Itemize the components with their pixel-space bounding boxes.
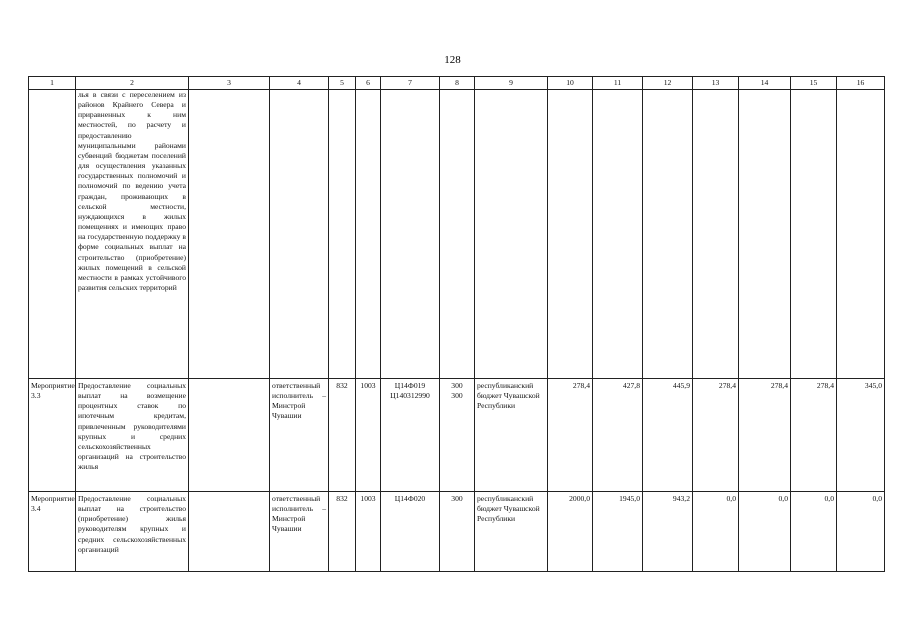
expense-type-code: 300 300 xyxy=(440,379,475,492)
table-cell xyxy=(837,90,885,379)
table-cell xyxy=(189,379,270,492)
table-cell xyxy=(356,90,381,379)
amount-cell: 0,0 xyxy=(837,492,885,572)
amount-cell: 427,8 xyxy=(593,379,643,492)
amount-cell: 278,4 xyxy=(791,379,837,492)
grbs-code: 832 xyxy=(329,379,356,492)
measure-description: Предоставление социальных выплат на строительство (приобретение) жилья руководителям крупных и средних сельскохозяйственных организаций xyxy=(76,492,189,572)
section-code: 1003 xyxy=(356,492,381,572)
table-cell xyxy=(693,90,739,379)
table-row xyxy=(29,492,885,572)
header-cell: 11 xyxy=(593,77,643,90)
measure-label: Мероприятие 3.4 xyxy=(29,492,76,572)
header-cell: 6 xyxy=(356,77,381,90)
table-cell xyxy=(189,90,270,379)
amount-cell: 278,4 xyxy=(548,379,593,492)
amount-cell: 445,9 xyxy=(643,379,693,492)
header-cell: 8 xyxy=(440,77,475,90)
header-cell: 10 xyxy=(548,77,593,90)
table-cell xyxy=(475,90,548,379)
responsible-executor: ответственный исполнитель – Минстрой Чувашии xyxy=(270,492,329,572)
table-row-continuation xyxy=(29,90,885,379)
amount-cell: 0,0 xyxy=(791,492,837,572)
table-cell xyxy=(189,492,270,572)
header-cell: 3 xyxy=(189,77,270,90)
header-cell: 13 xyxy=(693,77,739,90)
header-cell: 9 xyxy=(475,77,548,90)
table-cell xyxy=(270,90,329,379)
table-row xyxy=(29,379,885,492)
expense-type-code: 300 xyxy=(440,492,475,572)
funding-source: республиканский бюджет Чувашской Республики xyxy=(475,379,548,492)
table-cell xyxy=(29,90,76,379)
header-cell: 16 xyxy=(837,77,885,90)
funding-source: республиканский бюджет Чувашской Республики xyxy=(475,492,548,572)
amount-cell: 278,4 xyxy=(739,379,791,492)
table-cell xyxy=(791,90,837,379)
amount-cell: 943,2 xyxy=(643,492,693,572)
table-cell xyxy=(440,90,475,379)
amount-cell: 345,0 xyxy=(837,379,885,492)
header-cell: 7 xyxy=(381,77,440,90)
header-cell: 5 xyxy=(329,77,356,90)
target-article-code: Ц14Ф019 Ц140312990 xyxy=(381,379,440,492)
grbs-code: 832 xyxy=(329,492,356,572)
amount-cell: 1945,0 xyxy=(593,492,643,572)
header-cell: 14 xyxy=(739,77,791,90)
header-row xyxy=(29,77,885,90)
header-cell: 12 xyxy=(643,77,693,90)
amount-cell: 0,0 xyxy=(739,492,791,572)
section-code: 1003 xyxy=(356,379,381,492)
table-cell xyxy=(329,90,356,379)
measure-description: Предоставление социальных выплат на возмещение процентных ставок по ипотечным кредитам, привлеченным руководителями крупных и средних сельскохозяйственных организаций на строительство жилья xyxy=(76,379,189,492)
table-cell xyxy=(593,90,643,379)
page-number: 128 xyxy=(444,54,461,66)
header-cell: 2 xyxy=(76,77,189,90)
table-cell xyxy=(643,90,693,379)
amount-cell: 278,4 xyxy=(693,379,739,492)
table-cell xyxy=(381,90,440,379)
continuation-text: лья в связи с переселением из районов Крайнего Севера и приравненных к ним местностей, по расчету и предоставлению муниципальными районами субвенций бюджетам поселений для осуществления указанных государственных полномочий и полномочий по ведению учета граждан, проживающих в сельской местности, нуждающихся в жилых помещениях и имеющих право на государственную поддержку в форме социальных выплат на строительство (приобретение) жилых помещений в сельской местности в рамках устойчивого развития сельских территорий xyxy=(76,90,189,379)
target-article-code: Ц14Ф020 xyxy=(381,492,440,572)
amount-cell: 2000,0 xyxy=(548,492,593,572)
header-cell: 15 xyxy=(791,77,837,90)
amount-cell: 0,0 xyxy=(693,492,739,572)
measure-label: Мероприятие 3.3 xyxy=(29,379,76,492)
responsible-executor: ответственный исполнитель – Минстрой Чувашии xyxy=(270,379,329,492)
table-cell xyxy=(548,90,593,379)
program-table xyxy=(28,76,885,572)
header-cell: 1 xyxy=(29,77,76,90)
table-cell xyxy=(739,90,791,379)
header-cell: 4 xyxy=(270,77,329,90)
